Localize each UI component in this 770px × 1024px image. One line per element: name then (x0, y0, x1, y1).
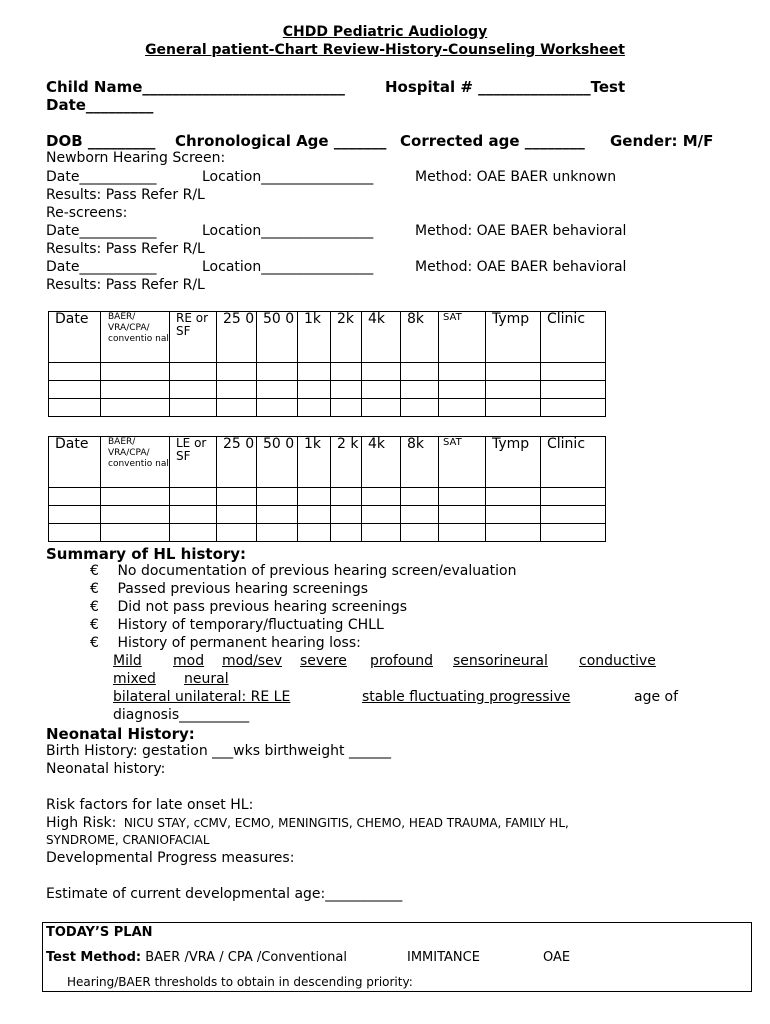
screen3-location[interactable]: Location________________ (202, 259, 374, 275)
gender-field[interactable]: Gender: M/F (610, 132, 714, 150)
neonatal-history-field[interactable]: Neonatal history: (46, 761, 166, 777)
test-date-field[interactable]: Date_________ (46, 96, 154, 114)
table-header-row (49, 312, 606, 363)
col-clinic: Clinic (541, 312, 606, 363)
col-clinic: Clinic (541, 437, 606, 488)
course-options[interactable]: stable fluctuating progressive (362, 689, 571, 705)
type-conductive[interactable]: conductive (579, 653, 656, 669)
screen2-location[interactable]: Location________________ (202, 223, 374, 239)
col-8k: 8k (401, 437, 439, 488)
severity-severe[interactable]: severe (300, 653, 347, 669)
audiogram-table-left (48, 436, 606, 542)
summary-item[interactable]: € History of temporary/fluctuating CHLL (90, 617, 384, 633)
hospital-number-field[interactable]: Hospital # _______________Test (385, 78, 626, 96)
table-row[interactable] (49, 524, 606, 542)
audiogram-table-right (48, 311, 606, 417)
type-sensorineural[interactable]: sensorineural (453, 653, 548, 669)
rescreens-heading: Re-screens: (46, 205, 128, 221)
col-tymp: Tymp (486, 312, 541, 363)
screen1-method[interactable]: Method: OAE BAER unknown (415, 169, 617, 185)
page-title: CHDD Pediatric Audiology (282, 24, 488, 40)
dev-age-estimate-field[interactable]: Estimate of current developmental age:___________ (46, 886, 403, 902)
table-row[interactable] (49, 381, 606, 399)
thresholds-label: Hearing/BAER thresholds to obtain in descending priority: (67, 975, 413, 989)
col-sat: SAT (439, 437, 486, 488)
table-row[interactable] (49, 488, 606, 506)
severity-modsev[interactable]: mod/sev (222, 653, 282, 669)
table-row[interactable] (49, 363, 606, 381)
col-test-type: BAER/ VRA/CPA/ conventio nal (101, 312, 170, 363)
col-8k: 8k (401, 312, 439, 363)
table-header-row (49, 437, 606, 488)
test-method-line: Test Method: BAER /VRA / CPA /Conventional (46, 950, 347, 965)
summary-item[interactable]: € History of permanent hearing loss: (90, 635, 361, 651)
summary-item[interactable]: € Passed previous hearing screenings (90, 581, 369, 597)
dob-field[interactable]: DOB _________ (46, 132, 156, 150)
newborn-screen-heading: Newborn Hearing Screen: (46, 150, 226, 166)
checkbox-bullet-icon: € (90, 617, 99, 633)
type-neural[interactable]: neural (184, 671, 229, 687)
high-risk-line: High Risk: NICU STAY, cCMV, ECMO, MENINGITIS, CHEMO, HEAD TRAUMA, FAMILY HL, (46, 815, 569, 831)
dev-progress-field[interactable]: Developmental Progress measures: (46, 850, 295, 866)
screen3-method[interactable]: Method: OAE BAER behavioral (415, 259, 627, 275)
summary-item[interactable]: € No documentation of previous hearing screen/evaluation (90, 563, 517, 579)
child-name-field[interactable]: Child Name___________________________ (46, 78, 345, 96)
severity-mild[interactable]: Mild (113, 653, 142, 669)
col-date: Date (49, 437, 101, 488)
chronological-age-field[interactable]: Chronological Age _______ (175, 132, 387, 150)
severity-mod[interactable]: mod (173, 653, 205, 669)
summary-item[interactable]: € Did not pass previous hearing screenings (90, 599, 408, 615)
severity-profound[interactable]: profound (370, 653, 434, 669)
col-1k: 1k (298, 437, 331, 488)
screen2-method[interactable]: Method: OAE BAER behavioral (415, 223, 627, 239)
screen1-location[interactable]: Location________________ (202, 169, 374, 185)
col-ear: RE or SF (170, 312, 217, 363)
col-sat: SAT (439, 312, 486, 363)
screen3-results[interactable]: Results: Pass Refer R/L (46, 277, 205, 293)
col-date: Date (49, 312, 101, 363)
checkbox-bullet-icon: € (90, 635, 99, 651)
col-500: 50 0 (257, 312, 298, 363)
screen1-results[interactable]: Results: Pass Refer R/L (46, 187, 205, 203)
screen2-date[interactable]: Date___________ (46, 223, 157, 239)
col-2k: 2k (331, 312, 362, 363)
col-4k: 4k (362, 312, 401, 363)
neonatal-heading: Neonatal History: (46, 725, 195, 743)
col-test-type: BAER/ VRA/CPA/ conventio nal (101, 437, 170, 488)
corrected-age-field[interactable]: Corrected age ________ (400, 132, 585, 150)
age-of-label: age of (634, 689, 679, 705)
plan-heading: TODAY’S PLAN (46, 925, 153, 940)
table-row[interactable] (49, 506, 606, 524)
col-500: 50 0 (257, 437, 298, 488)
screen3-date[interactable]: Date___________ (46, 259, 157, 275)
laterality-options[interactable]: bilateral unilateral: RE LE (113, 689, 291, 705)
page-subtitle: General patient-Chart Review-History-Counseling Worksheet (145, 42, 625, 58)
col-ear: LE or SF (170, 437, 217, 488)
screen2-results[interactable]: Results: Pass Refer R/L (46, 241, 205, 257)
high-risk-line-2: SYNDROME, CRANIOFACIAL (46, 833, 210, 847)
risk-heading: Risk factors for late onset HL: (46, 797, 254, 813)
checkbox-bullet-icon: € (90, 599, 99, 615)
type-mixed[interactable]: mixed (113, 671, 156, 687)
immitance-option[interactable]: IMMITANCE (407, 950, 480, 965)
col-250: 25 0 (217, 312, 257, 363)
summary-heading: Summary of HL history: (46, 545, 247, 563)
diagnosis-age-field[interactable]: diagnosis__________ (113, 707, 250, 723)
col-2k: 2 k (331, 437, 362, 488)
checkbox-bullet-icon: € (90, 581, 99, 597)
birth-history-field[interactable]: Birth History: gestation ___wks birthweight ______ (46, 743, 391, 759)
table-row[interactable] (49, 399, 606, 417)
oae-option[interactable]: OAE (543, 950, 571, 965)
col-250: 25 0 (217, 437, 257, 488)
screen1-date[interactable]: Date___________ (46, 169, 157, 185)
checkbox-bullet-icon: € (90, 563, 99, 579)
col-4k: 4k (362, 437, 401, 488)
col-tymp: Tymp (486, 437, 541, 488)
col-1k: 1k (298, 312, 331, 363)
